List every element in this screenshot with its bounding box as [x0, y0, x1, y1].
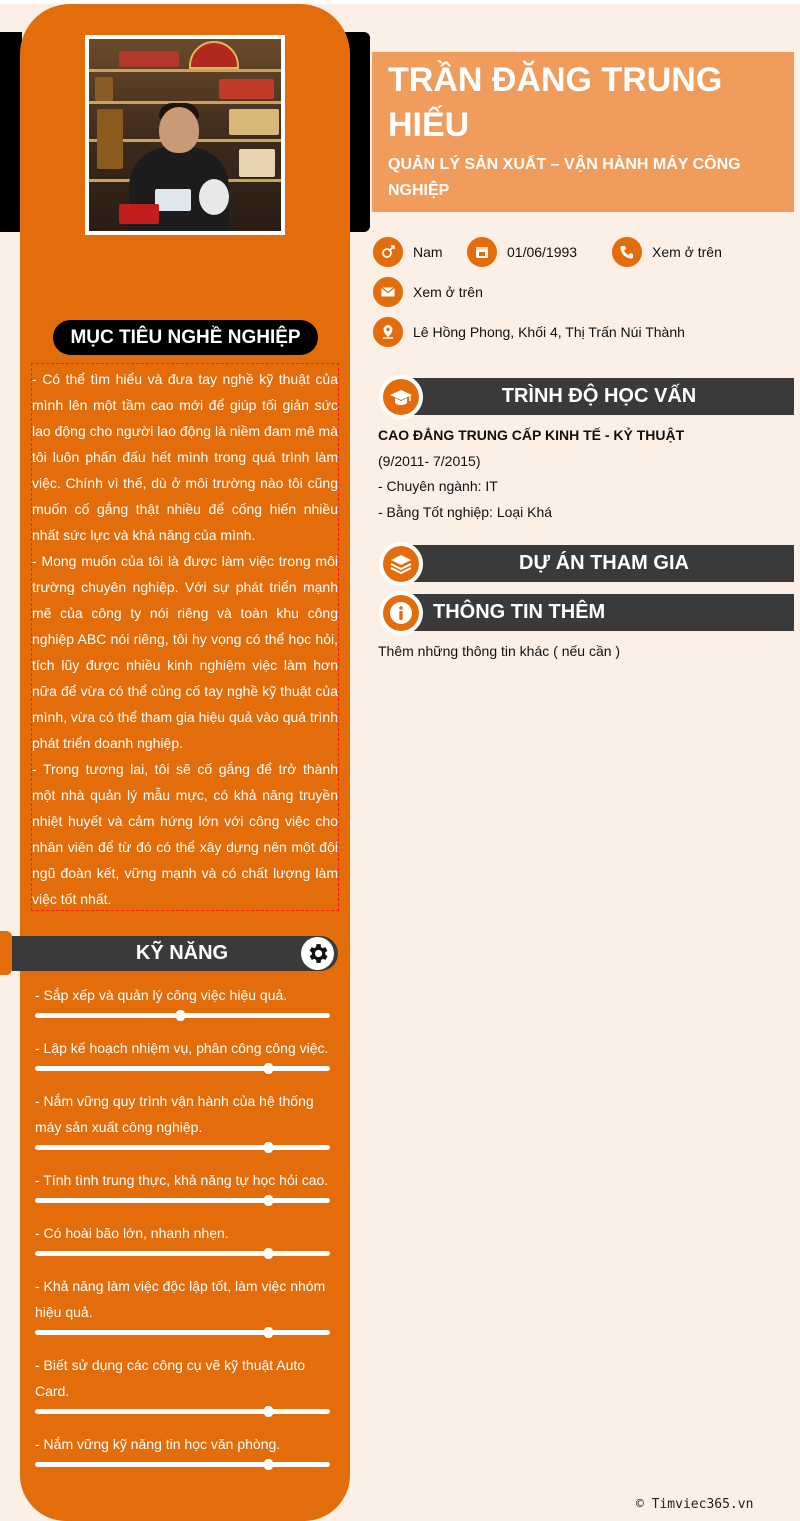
objective-paragraph: - Mong muốn của tôi là được làm việc trong môi trường chuyên nghiệp. Với sự phát triển mạnh mẽ của công ty nói riêng và toàn khu công nghiệp ABC nói riêng, tôi hy vọng có thể học hỏi, tích lũy được nhiều kinh nghiệm việc làm hơn nữa để vừa có thể củng cố tay nghề kỹ thuật của mình, vừa có thể tham gia hiệu quả vào quá trình phát triển doanh nghiệp. [32, 553, 338, 751]
education-period: (9/2011- 7/2015) [378, 452, 481, 469]
skill-bar [35, 1066, 330, 1071]
objective-heading: MỤC TIÊU NGHỀ NGHIỆP [53, 320, 318, 355]
skill-label: - Biết sử dụng các công cụ vẽ kỹ thuật Auto Card. [35, 1357, 306, 1399]
skills-tab-decor [0, 931, 12, 975]
education-major: - Chuyên ngành: IT [378, 478, 498, 494]
skill-level-knob [264, 1063, 273, 1074]
skill-bar [35, 1462, 330, 1467]
skill-label: - Khả năng làm việc độc lập tốt, làm việc nhóm hiệu quả. [35, 1278, 326, 1320]
skill-label: - Lập kế hoạch nhiệm vụ, phân công công việc. [35, 1040, 329, 1056]
skill-level-knob [264, 1142, 273, 1153]
gear-icon [301, 937, 334, 970]
skill-level-knob [264, 1195, 273, 1206]
skill-bar [35, 1251, 330, 1256]
projects-heading: DỰ ÁN THAM GIA [519, 552, 689, 574]
gender-value: Nam [413, 244, 443, 260]
address-value: Lê Hồng Phong, Khối 4, Thị Trấn Núi Thành [413, 324, 685, 340]
skill-label: - Nắm vững quy trình vận hành của hệ thống máy sản xuất công nghiệp. [35, 1093, 314, 1135]
skill-level-knob [264, 1248, 273, 1259]
skill-bar [35, 1409, 330, 1414]
info-icon [379, 591, 423, 635]
skill-label: - Tính tình trung thực, khả năng tự học hỏi cao. [35, 1172, 329, 1188]
profile-photo [89, 39, 281, 231]
skill-level-knob [264, 1327, 273, 1338]
objective-paragraph: - Có thể tìm hiểu và đưa tay nghề kỹ thuật của mình lên một tầm cao mới để giúp tối giản sức lao động cho người lao động là niềm đam mê mà tôi luôn phấn đấu hết mình trong quá trình làm việc. Chính vì thế, dù ở môi trường nào tôi cũng muốn cố gắng thật nhiều để cống hiến nhiều nhất sức lực và khả năng của mình. [32, 371, 338, 543]
phone-value: Xem ở trên [652, 244, 722, 260]
job-title: QUẢN LÝ SẢN XUẤT – VẬN HÀNH MÁY CÔNG NGHIỆP [388, 156, 741, 199]
skill-bar [35, 1330, 330, 1335]
education-degree: - Bằng Tốt nghiệp: Loại Khá [378, 503, 553, 520]
birthday-value: 01/06/1993 [507, 244, 578, 260]
more-info-text: Thêm những thông tin khác ( nếu cần ) [378, 643, 621, 659]
avatar [85, 35, 285, 235]
skills-heading: KỸ NĂNG [135, 942, 229, 964]
education-details [378, 423, 788, 525]
skill-bar [35, 1013, 330, 1018]
candidate-name: TRẦN ĐĂNG TRUNG HIẾU [388, 61, 723, 144]
education-heading: TRÌNH ĐỘ HỌC VẤN [501, 385, 697, 407]
phone-icon [612, 237, 642, 267]
footer-credit: © Timviec365.vn [636, 1497, 754, 1512]
skill-level-knob [264, 1459, 273, 1470]
skill-level-knob [176, 1010, 185, 1021]
calendar-icon [467, 237, 497, 267]
email-value: Xem ở trên [413, 284, 483, 300]
education-school: CAO ĐẲNG TRUNG CẤP KINH TẾ - KỶ THUẬT [378, 427, 685, 443]
decor-band-left [0, 32, 22, 232]
more-info-heading: THÔNG TIN THÊM [433, 601, 606, 623]
location-icon [373, 317, 403, 347]
objective-text [31, 363, 339, 911]
skill-bar [35, 1145, 330, 1150]
skill-label: - Có hoài bão lớn, nhanh nhẹn. [35, 1225, 229, 1241]
skill-level-knob [264, 1406, 273, 1417]
email-icon [373, 277, 403, 307]
skill-bar [35, 1198, 330, 1203]
objective-paragraph: - Trong tương lai, tôi sẽ cố gắng để trở thành một nhà quản lý mẫu mực, có khả năng truyền nhiệt huyết và cảm hứng lớn với công việc cho nhân viên để từ đó có thể xây dựng nên một đội ngũ đoàn kết, vững mạnh và có chất lượng làm việc tốt nhất. [32, 761, 338, 907]
skill-label: - Nắm vững kỹ năng tin học văn phòng. [35, 1436, 281, 1452]
gender-icon [373, 237, 403, 267]
skill-label: - Sắp xếp và quản lý công việc hiệu quả. [35, 987, 288, 1003]
